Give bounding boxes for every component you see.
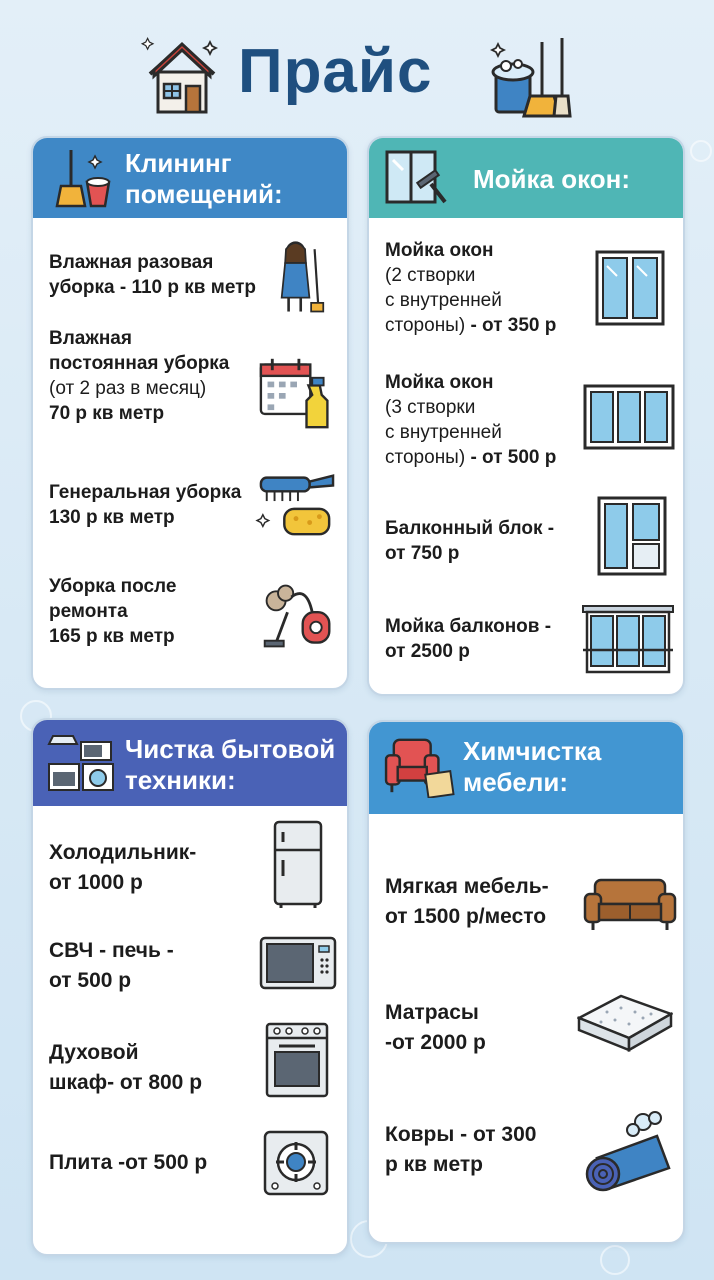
decor-bubble	[690, 140, 712, 162]
card-furniture-cleaning	[367, 720, 685, 1244]
price-item	[385, 1120, 536, 1180]
item-line: от 1500 р/место	[385, 905, 547, 928]
cleaning-bucket-icon	[490, 34, 576, 120]
item-line: (3 створки	[385, 397, 476, 418]
window-2-icon	[595, 250, 665, 326]
item-line	[385, 313, 556, 338]
card-title: Клининг помещений:	[125, 148, 283, 209]
stove-icon	[263, 1130, 329, 1196]
item-line: от 750 р	[385, 543, 460, 564]
card-title: Химчистка мебели:	[463, 736, 602, 797]
card-header	[33, 138, 347, 218]
item-line: Матрасы	[385, 1001, 479, 1024]
item-line: Влажная разовая	[49, 252, 214, 273]
item-line: 165 р кв метр	[49, 626, 175, 647]
item-text: стороны)	[385, 447, 466, 468]
price-item	[385, 872, 549, 932]
item-line: Мойка балконов -	[385, 616, 552, 637]
item-line: постоянная уборка	[49, 353, 230, 374]
item-line: шкаф- от 800 р	[49, 1071, 203, 1094]
card-appliance-cleaning	[31, 718, 349, 1256]
price-item	[49, 326, 229, 426]
item-line: с внутренней	[385, 422, 502, 443]
house-icon	[140, 34, 224, 118]
item-line: Ковры - от 300	[385, 1123, 537, 1146]
brush-sponge-icon	[255, 464, 337, 542]
rolled-carpet-icon	[577, 1106, 673, 1192]
broom-bucket-icon	[47, 146, 113, 210]
item-line: СВЧ - печь -	[49, 939, 174, 962]
item-line: 130 р кв метр	[49, 507, 175, 528]
calendar-spray-icon	[259, 356, 335, 430]
card-header	[369, 138, 683, 218]
price-item	[385, 238, 556, 338]
item-line: Плита -от 500 р	[49, 1151, 208, 1174]
price-item	[385, 614, 551, 664]
price-item	[49, 936, 174, 996]
oven-icon	[265, 1022, 329, 1098]
armchair-icon	[383, 734, 457, 798]
kitchen-appliances-icon	[47, 728, 117, 792]
mattress-icon	[577, 992, 673, 1054]
sofa-icon	[583, 876, 677, 934]
price-item	[49, 480, 241, 530]
item-line: Мягкая мебель-	[385, 875, 549, 898]
page-header	[0, 24, 714, 124]
price-item	[49, 838, 196, 898]
card-room-cleaning	[31, 136, 349, 690]
price-item	[49, 574, 176, 649]
window-3-icon	[583, 384, 675, 450]
item-line: (2 створки	[385, 265, 476, 286]
item-line: ремонта	[49, 601, 128, 622]
vacuum-cleaner-icon	[259, 578, 335, 654]
item-price: - от 350 р	[465, 315, 557, 336]
item-line: Мойка окон	[385, 372, 494, 393]
microwave-icon	[259, 936, 337, 990]
item-price: - от 500 р	[465, 447, 557, 468]
item-line	[385, 445, 556, 470]
item-text: стороны)	[385, 315, 466, 336]
price-item	[49, 1148, 207, 1178]
item-line: Духовой	[49, 1041, 139, 1064]
item-line: р кв метр	[385, 1153, 483, 1176]
item-line: Балконный блок -	[385, 518, 555, 539]
card-title: Мойка окон:	[473, 164, 631, 194]
balcony-door-icon	[597, 496, 667, 576]
item-line: от 1000 р	[49, 871, 143, 894]
price-item	[385, 370, 556, 470]
item-line: с внутренней	[385, 290, 502, 311]
price-item	[385, 516, 554, 566]
window-squeegee-icon	[383, 146, 449, 210]
card-title: Чистка бытовой техники:	[125, 734, 336, 795]
item-line: -от 2000 р	[385, 1031, 486, 1054]
item-line: Уборка после	[49, 576, 177, 597]
item-line: уборка - 110 р кв метр	[49, 277, 257, 298]
decor-bubble	[600, 1245, 630, 1275]
item-line: Влажная	[49, 328, 132, 349]
balcony-icon	[581, 604, 675, 676]
item-line: от 2500 р	[385, 641, 470, 662]
item-line: 70 р кв метр	[49, 403, 165, 424]
cleaning-woman-icon	[273, 234, 325, 318]
item-line: (от 2 раз в месяц)	[49, 378, 207, 399]
card-window-washing	[367, 136, 685, 696]
price-item	[385, 998, 486, 1058]
item-line: Холодильник-	[49, 841, 197, 864]
card-header	[33, 720, 347, 806]
item-line: от 500 р	[49, 969, 132, 992]
price-item	[49, 1038, 202, 1098]
item-line: Мойка окон	[385, 240, 494, 261]
page-title: Прайс	[238, 37, 433, 106]
price-item	[49, 250, 256, 300]
item-line: Генеральная уборка	[49, 482, 242, 503]
fridge-icon	[273, 820, 323, 908]
card-header	[369, 722, 683, 814]
